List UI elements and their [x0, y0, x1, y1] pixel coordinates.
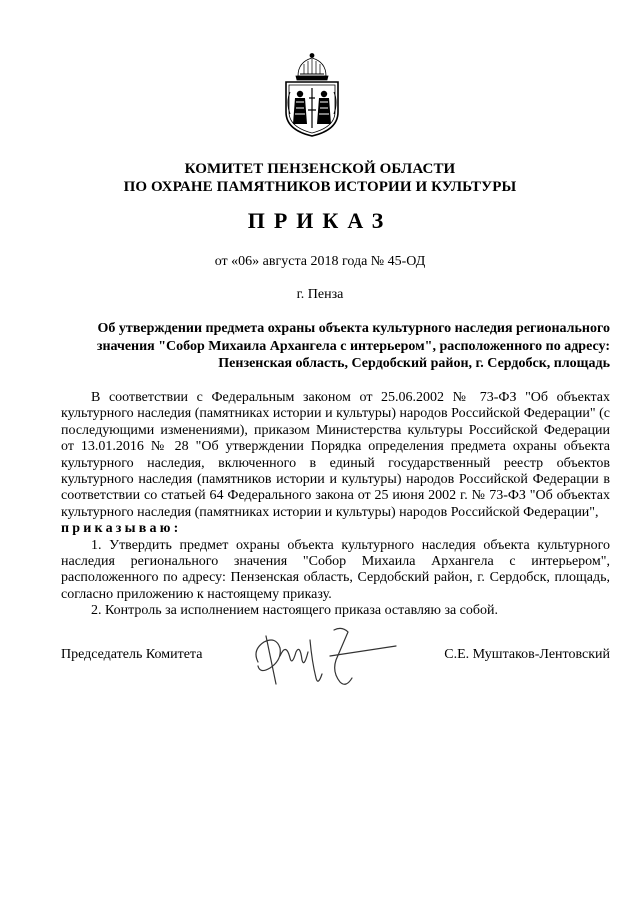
document-body	[61, 390, 610, 620]
subject-line: Пензенская область, Сердобский район, г. Сердобск, площадь	[218, 356, 610, 371]
document-subject	[88, 320, 610, 373]
handwritten-signature	[246, 622, 406, 692]
order-keyword: приказываю:	[61, 521, 182, 537]
document-city: г. Пенза	[296, 287, 344, 302]
signer-position: Председатель Комитета	[61, 647, 203, 662]
org-name-line-2: ПО ОХРАНЕ ПАМЯТНИКОВ ИСТОРИИ И КУЛЬТУРЫ	[123, 179, 517, 195]
subject-line: Об утверждении предмета охраны объекта культурного наследия регионального	[97, 321, 610, 336]
preamble-paragraph: В соответствии с Федеральным законом от 25.06.2002 № 73-ФЗ "Об объектах культурного наследия (памятниках истории и культуры) народов Российской Федерации" (с последующими изменениями), приказом Министерства культуры Российской Федерации от 13.01.2016 № 28 "Об утверждении Порядка определения предмета охраны объекта культурного наследия, включенного в единый государственный реестр объектов культурного наследия (памятников истории и культуры) народов Российской Федерации в соответствии со статьей 64 Федерального закона от 25 июня 2002 г. № 73-ФЗ "Об объектах культурного наследия (памятниках истории и культуры) народов Российской Федерации",	[61, 390, 610, 520]
order-item: 1. Утвердить предмет охраны объекта культурного наследия объекта культурного наследия регионального значения "Собор Михаила Архангела с интерьером", расположенного по адресу: Пензенская область, Сердобский район, г. Сердобск, площадь, согласно приложению к настоящему приказу.	[61, 537, 610, 602]
document-title: ПРИКАЗ	[247, 208, 393, 233]
org-name-line-1: КОМИТЕТ ПЕНЗЕНСКОЙ ОБЛАСТИ	[184, 161, 456, 177]
signer-name: С.Е. Муштаков-Лентовский	[444, 647, 610, 662]
document-date-number: от «06» августа 2018 года № 45-ОД	[214, 254, 426, 269]
coat-of-arms-emblem	[282, 52, 342, 138]
order-item: 2. Контроль за исполнением настоящего приказа оставляю за собой.	[91, 603, 499, 619]
subject-line: значения "Собор Михаила Архангела с интерьером", расположенного по адресу:	[96, 338, 610, 354]
